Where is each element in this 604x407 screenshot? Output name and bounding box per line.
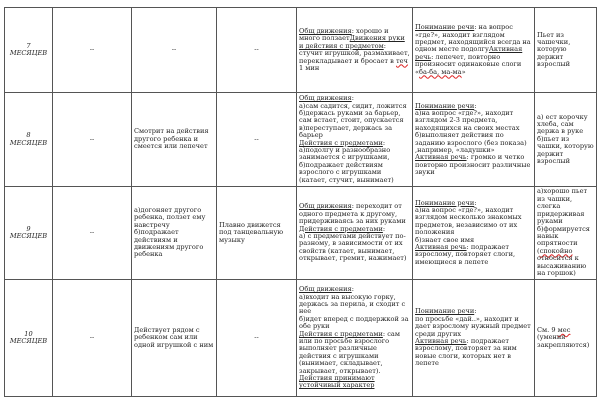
cell-text: Действия с предметами — [299, 224, 383, 233]
table-cell-col5 — [297, 93, 413, 186]
cell-text: : — [382, 138, 386, 147]
cell-text: : на вопрос «где?», находит взглядом предмет, находящийся всегда на одном месте подолгу — [415, 23, 531, 54]
age-cell — [5, 186, 53, 279]
table-cell-col7 — [535, 186, 597, 279]
cell-text: Общ движения — [299, 202, 352, 211]
cell-text: а)хорошо пьет из чашки, слегка придерживая руками — [537, 187, 588, 226]
age-unit: МЕСЯЦЕВ — [9, 231, 48, 240]
age-cell — [5, 93, 53, 186]
cell-text: мес — [557, 325, 571, 334]
cell-text: Плавно движется под танцевальную музыку — [219, 220, 284, 244]
cell-text: б)формируется навык опрятности ( — [537, 224, 590, 255]
cell-text: 1 мин — [299, 63, 320, 72]
cell-text: б)держась руками за барьер, сам встает, стоит, опускается — [299, 108, 404, 125]
cell-text: б)пьет из чашки, которую держит взрослый — [537, 134, 594, 166]
cell-text: : подражает взрослому, повторяет за ним новые слоги, которых нет в лепете — [415, 337, 517, 368]
cell-text: б)идет вперед с поддержкой за обе руки — [299, 314, 409, 331]
cell-text: Понимание речи — [415, 101, 475, 110]
cell-text: : подражает взрослому, повторяет слоги, имеющиеся в лепете — [415, 243, 516, 266]
age-unit: МЕСЯЦЕВ — [9, 138, 48, 147]
cell-text: б)подражает действиям взрослого с игрушками (катает, стучит, вынимает) — [299, 160, 394, 184]
cell-text: : хорошо и много ползает — [299, 26, 389, 43]
cell-text: Действует рядом с ребенком сам или одной игрушкой с ним — [134, 325, 214, 349]
table-cell-col5 — [297, 280, 413, 397]
cell-text: : — [351, 94, 354, 103]
table-row — [5, 186, 597, 279]
table-cell-col4 — [217, 186, 297, 279]
cell-text: -- — [89, 228, 95, 237]
development-table — [4, 7, 597, 397]
cell-text: Пьет из чашечки, которую держит взрослый — [537, 30, 571, 69]
cell-text: : громко и четко повторно произносит различные звуки — [415, 153, 531, 177]
table-cell-col3 — [132, 280, 217, 397]
cell-text: теч — [396, 56, 408, 65]
table-cell-col7 — [535, 280, 597, 397]
cell-text: ба-ба, ма-ма — [419, 67, 462, 76]
cell-text: Активная речь — [415, 337, 467, 346]
cell-text: : — [351, 285, 354, 294]
cell-text: -- — [171, 45, 177, 54]
cell-text: а)сам садится, сидит, ложится — [299, 101, 407, 110]
cell-text: См. 9 — [537, 325, 558, 334]
table-cell-col5 — [297, 8, 413, 93]
age-number: 8 — [26, 131, 31, 140]
table-cell-col4 — [217, 93, 297, 186]
cell-text: Общ движения — [299, 94, 352, 103]
cell-text: : стучит игрушкой, размахивает, перекладывает и бросает в — [299, 41, 410, 65]
cell-text: -- — [254, 134, 259, 143]
cell-text: Понимание речи — [415, 23, 475, 32]
age-number: 10 — [24, 329, 33, 338]
cell-text: б)выполняет действия по заданию взрослого (без показа) ,например, «ладушки» — [415, 131, 527, 154]
cell-text: Понимание речи — [415, 198, 475, 207]
cell-text: -- — [89, 134, 95, 143]
cell-text: а) ест корочку хлеба, сам держа в руке — [537, 112, 588, 136]
age-number: 9 — [26, 224, 31, 233]
table-cell-col7 — [535, 8, 597, 93]
age-cell — [5, 8, 53, 93]
table-row — [5, 8, 597, 93]
cell-text: Движения руки и действия с предметом — [299, 34, 405, 50]
table-cell-col6 — [413, 93, 535, 186]
cell-text: а)входит на высокую горку, держась за перила, и сходит с нее — [299, 292, 406, 316]
cell-text: Общ движения — [299, 26, 352, 35]
cell-text: б)знает свое имя — [415, 235, 475, 244]
cell-text: : — [474, 198, 477, 207]
cell-text: -- — [89, 333, 95, 342]
age-unit: МЕСЯЦЕВ — [9, 337, 48, 346]
cell-text: -- — [254, 333, 259, 342]
cell-text: : — [382, 224, 386, 233]
cell-text: : сам или по просьбе взрослого выполняет различные действия с игрушками (вынимает, складывает, закрывает, открывает). — [299, 329, 400, 375]
table-cell-col6 — [413, 280, 535, 397]
table-cell-col2 — [53, 8, 132, 93]
cell-text: Действия принимают устойчивый характер — [299, 374, 375, 390]
table-cell-col4 — [217, 280, 297, 397]
table-cell-col2 — [53, 93, 132, 186]
cell-text: а)на вопрос «где?», находит взглядом несколько знакомых предметов, независимо от их положения — [415, 206, 522, 237]
table-cell-col7 — [535, 93, 597, 186]
cell-text: а)догоняет другого ребенка, ползет ему навстречу — [134, 206, 206, 229]
cell-text: : — [474, 307, 477, 316]
cell-text: » — [461, 67, 466, 76]
age-cell — [5, 280, 53, 397]
table-cell-col2 — [53, 280, 132, 397]
table-cell-col6 — [413, 8, 535, 93]
cell-text: Активная речь — [415, 153, 467, 162]
cell-text: б)подражает действиям и движениям другого ребенка — [134, 228, 204, 259]
cell-text: относится к высаживанию на горшок) — [537, 254, 587, 277]
table-cell-col3 — [132, 8, 217, 93]
table-cell-col3 — [132, 93, 217, 186]
cell-text: по просьбе «дай..», находит и дает взрослому нужный предмет среди других — [415, 314, 531, 338]
cell-text: : — [474, 101, 477, 110]
cell-text: Действия с предметами — [299, 329, 383, 338]
cell-text: Смотрит на действия другого ребенка и смеется или лепечет — [134, 127, 209, 151]
table-cell-col5 — [297, 186, 413, 279]
cell-text: а)подолгу и разнообразно занимается с игрушками, — [299, 145, 391, 162]
cell-text: : переходит от одного предмета к другому, придерживаясь за них руками — [299, 202, 406, 226]
table-cell-col6 — [413, 186, 535, 279]
cell-text: Действия с предметами — [299, 138, 383, 147]
cell-text: а) с предметами действует по-разному, в зависимости от их свойств (катает, вынимает, открывает, гремит, нажимает) — [299, 231, 407, 263]
cell-text: (умения закрепляются) — [537, 333, 590, 349]
age-unit: МЕСЯЦЕВ — [9, 49, 48, 58]
cell-text: Активная речь — [415, 45, 523, 61]
age-number: 7 — [26, 41, 31, 50]
cell-text: спокойно — [539, 246, 573, 255]
cell-text: : лепечет, повторно произносит одинаковые слоги « — [415, 52, 522, 76]
table-cell-col3 — [132, 186, 217, 279]
table-cell-col4 — [217, 8, 297, 93]
cell-text: Общ движения — [299, 285, 352, 294]
table-cell-col2 — [53, 186, 132, 279]
cell-text: в)переступает, держась за барьер — [299, 123, 393, 140]
cell-text: а)на вопрос «где?», находит взглядом 2-3 предмета, находящихся на своих местах — [415, 108, 520, 132]
cell-text: -- — [89, 45, 95, 54]
cell-text: -- — [254, 45, 259, 54]
cell-text: Активная речь — [415, 243, 467, 252]
table-row — [5, 280, 597, 397]
cell-text: Понимание речи — [415, 307, 475, 316]
table-row — [5, 93, 597, 186]
